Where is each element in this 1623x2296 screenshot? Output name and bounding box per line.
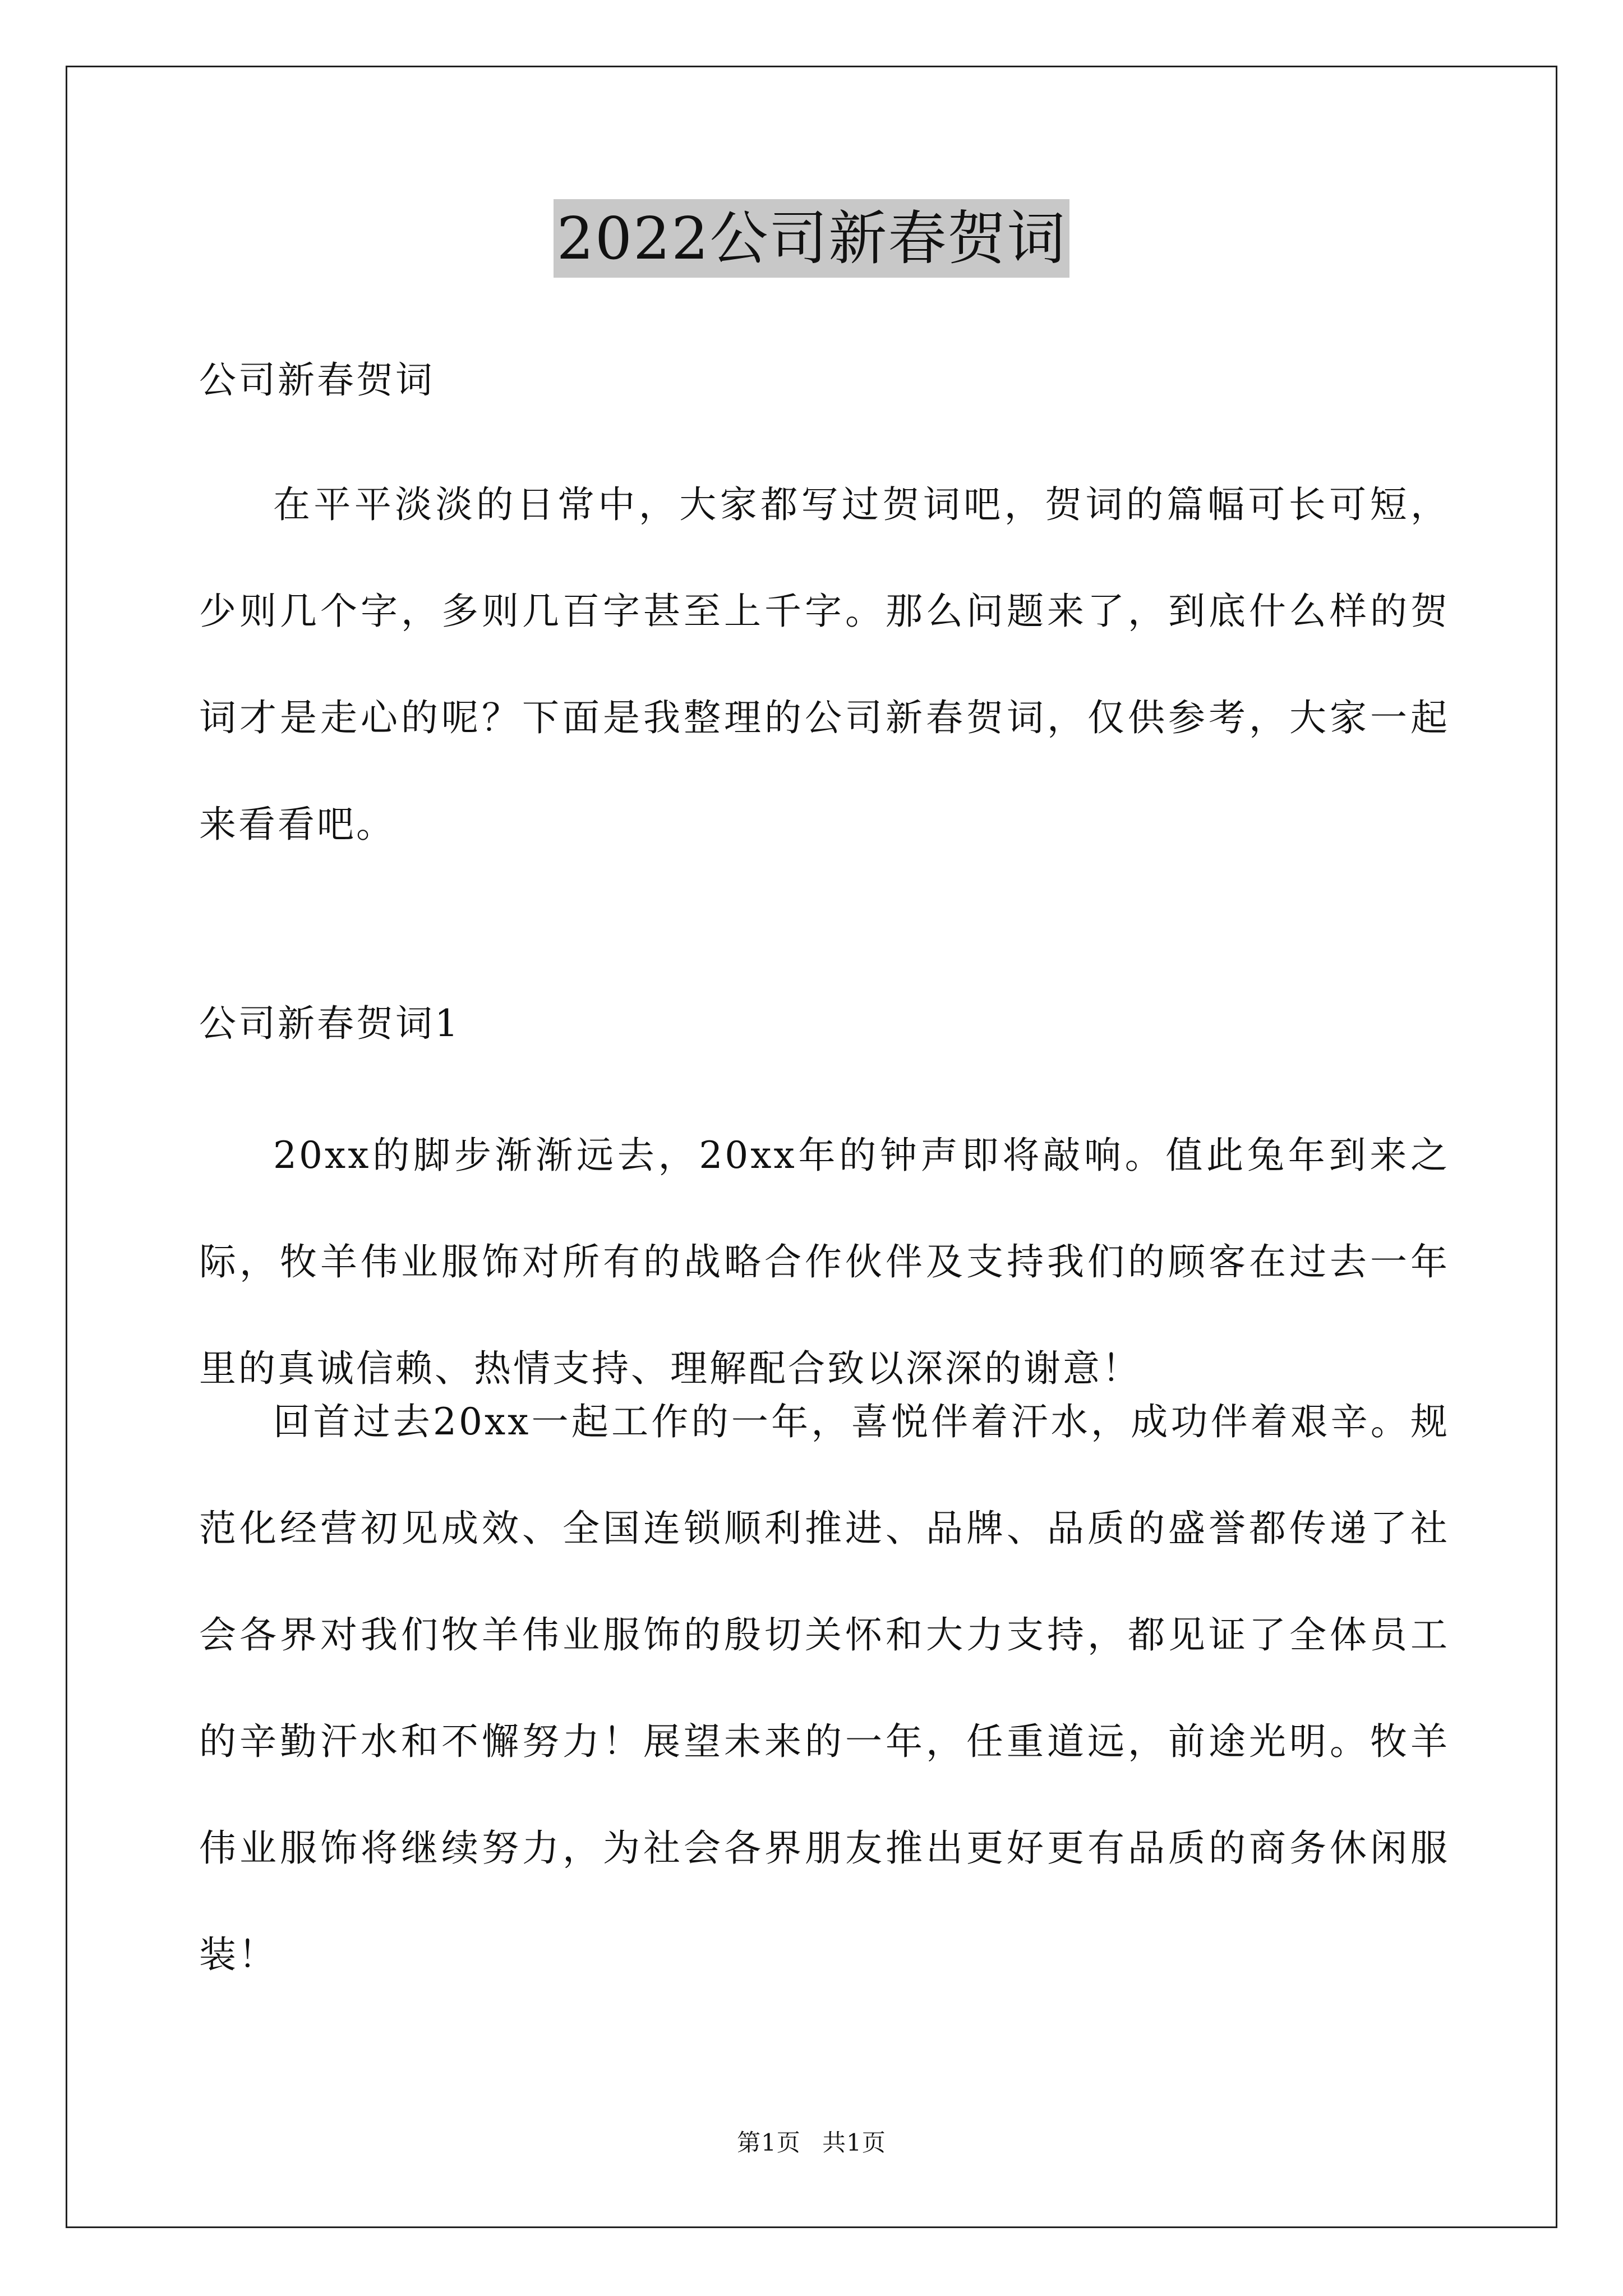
- paragraph-2: 回首过去20xx一起工作的一年，喜悦伴着汗水，成功伴着艰辛。规范化经营初见成效、全国连锁顺利推进、品牌、品质的盛誉都传递了社会各界对我们牧羊伟业服饰的殷切关怀和大力支持，都见证了全体员工的辛勤汗水和不懈努力！展望未来的一年，任重道远，前途光明。牧羊伟业服饰将继续努力，为社会各界朋友推出更好更有品质的商务休闲服装！: [199, 1400, 1450, 1976]
- page-number-total: 共1页: [822, 2129, 886, 2156]
- paragraph-1: 20xx的脚步渐渐远去，20xx年的钟声即将敲响。值此兔年到来之际，牧羊伟业服饰对所有的战略合作伙伴及支持我们的顾客在过去一年里的真诚信赖、热情支持、理解配合致以深深的谢意！: [199, 1134, 1450, 1390]
- title-container: [0, 199, 1623, 278]
- document-subtitle: 公司新春贺词: [199, 358, 435, 402]
- page-footer: [0, 2126, 1623, 2160]
- paragraph-2-block: [199, 1369, 1450, 2008]
- page-number-current: 第1页: [737, 2129, 801, 2156]
- document-title: 2022公司新春贺词: [554, 199, 1070, 278]
- section-heading: 公司新春贺词1: [199, 1002, 460, 1045]
- intro-paragraph: 在平平淡淡的日常中，大家都写过贺词吧，贺词的篇幅可长可短，少则几个字，多则几百字甚至上千字。那么问题来了，到底什么样的贺词才是走心的呢？下面是我整理的公司新春贺词，仅供参考，大家一起来看看吧。: [199, 483, 1450, 846]
- intro-paragraph-block: [199, 452, 1450, 878]
